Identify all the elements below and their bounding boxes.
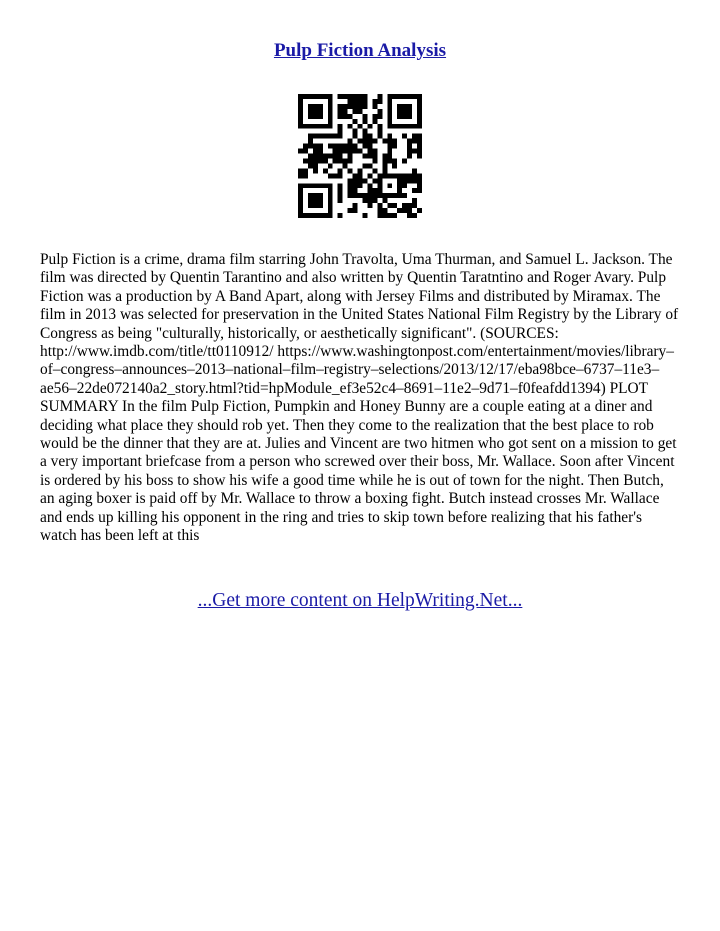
title-link[interactable]: Pulp Fiction Analysis [273, 40, 447, 61]
more-content-link[interactable]: ...Get more content on HelpWriting.Net... [197, 590, 523, 611]
qr-code-icon [298, 94, 422, 218]
more-content-paragraph [0, 588, 720, 614]
document-title [0, 38, 720, 64]
document-body: Pulp Fiction is a crime, drama film starring John Travolta, Uma Thurman, and Samuel L. Jackson. The film was directed by Quentin Tarantino and also written by Quentin Taratntino and Roger Avary. Pulp Fiction was a production by A Band Apart, along with Jersey Films and distributed by Miramax. The film in 2013 was selected for preservation in the United States National Film Registry by the Library of Congress as being "culturally, historically, or aesthetically significant". (SOURCES: http://www.imdb.com/title/tt0110912/ https://www.washingtonpost.com/entertainment/movies/library–of–congress–announces–2013–national–film–registry–selections/2013/12/17/eba98bce–6737–11e3–ae56–22de072140a2_story.html?tid=hpModule_ef3e52c4–8691–11e2–9d71–f0feafdd1394) PLOT SUMMARY In the film Pulp Fiction, Pumpkin and Honey Bunny are a couple eating at a diner and deciding what place they should rob yet. Then they come to the realization that the best place to rob would be the dinner that they are at. Julies and Vincent are two hitmen who got sent on a mission to get a very important briefcase from a person who screwed over their boss, Mr. Wallace. Soon after Vincent is ordered by his boss to show his wife a good time while he is out of town for the night. Then Butch, an aging boxer is paid off by Mr. Wallace to throw a boxing fight. Butch instead crosses Mr. Wallace and ends up killing his opponent in the ring and tries to skip town before realizing that his father's watch has been left at this [40, 251, 679, 545]
